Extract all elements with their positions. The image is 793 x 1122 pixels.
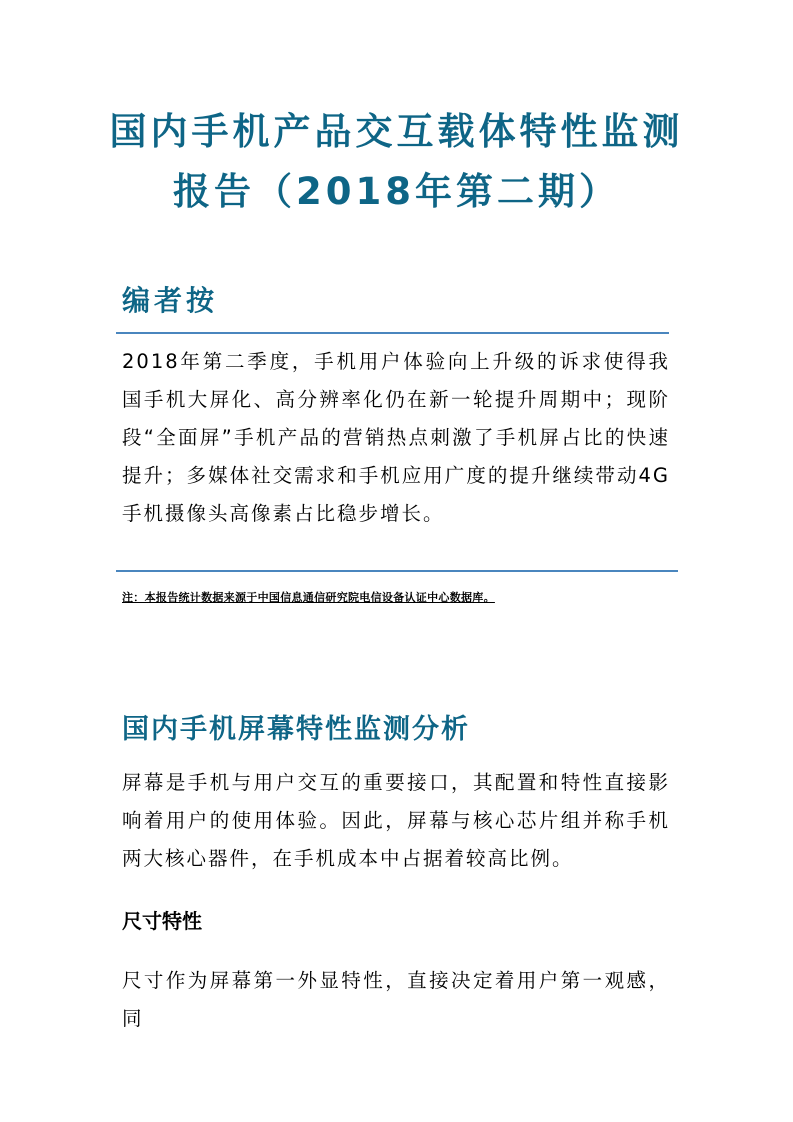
size-characteristics-paragraph: 尺寸作为屏幕第一外显特性，直接决定着用户第一观感，同 [122,969,670,1030]
data-source-footnote: 注：本报告统计数据来源于中国信息通信研究院电信设备认证中心数据库。 [122,591,495,604]
editor-note-heading: 编者按 [122,284,219,317]
editor-note-bottom-rule [116,570,678,572]
size-characteristics-heading: 尺寸特性 [122,909,202,933]
editor-note-top-rule [116,332,669,334]
screen-analysis-heading: 国内手机屏幕特性监测分析 [122,714,470,745]
editor-note-paragraph: 2018年第二季度，手机用户体验向上升级的诉求使得我国手机大屏化、高分辨率化仍在新一轮提升周期中；现阶段“全面屏”手机产品的营销热点刺激了手机屏占比的快速提升；多媒体社交需求和手机应用广度的提升继续带动4G手机摄像头高像素占比稳步增长。 [122,350,670,525]
report-title-line-1: 国内手机产品交互载体特性监测 [109,110,684,153]
screen-analysis-paragraph: 屏幕是手机与用户交互的重要接口，其配置和特性直接影响着用户的使用体验。因此，屏幕与核心芯片组并称手机两大核心器件，在手机成本中占据着较高比例。 [122,771,670,870]
report-title-line-2: 报告（2018年第二期） [173,170,620,213]
